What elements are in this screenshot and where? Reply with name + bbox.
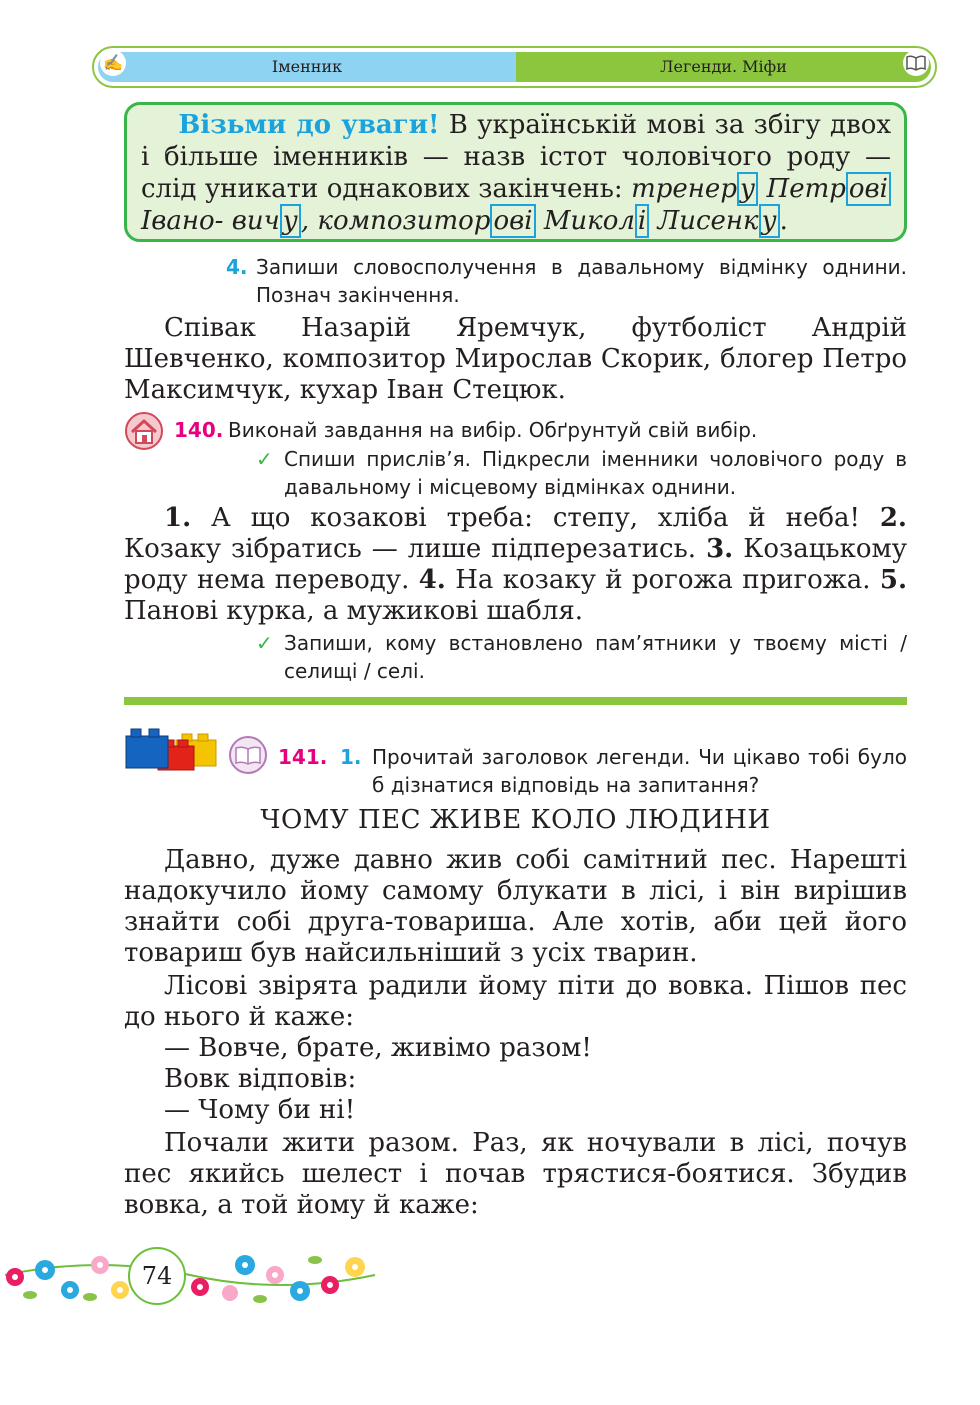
ex140-option1: Спиши прислів’я. Підкресли іменники чоловічого роду в давальному і місцевому відмінках однини. [284,447,907,499]
task4-number: 4. [226,255,248,279]
example-ending: у [280,204,301,238]
example-ending: у [759,204,780,238]
blocks-icon [124,724,220,774]
check-icon: ✓ [256,631,273,655]
check-icon: ✓ [256,447,273,471]
ex141-subnumber: 1. [340,745,362,769]
house-icon [124,411,164,451]
legend-paragraph: Почали жити разом. Раз, як ночували в лісі, почув пес якийсь шелест і почав трястися-боятися. Збудив вовка, а той йому й каже: [124,1128,907,1220]
header-right-tab [516,52,931,82]
task4-text: Співак Назарій Яремчук, футболіст Андрій Шевченко, композитор Мирослав Скорик, блогер Петро Максимчук, кухар Іван Стецюк. [124,313,907,405]
example-word: тренер [631,174,737,204]
ex140-option2: Запиши, кому встановлено пам’ятники у твоєму місті / селищі / селі. [284,631,907,683]
example-word: Петр [766,174,846,204]
rule-body: В українській мові за збігу двох і більше іменників — назв істот чоловічого роду — слід уникати однакових закінчень: [141,110,892,204]
legend-paragraph: — Вовче, брате, живімо разом! [164,1033,592,1063]
legend-title: ЧОМУ ПЕС ЖИВЕ КОЛО ЛЮДИНИ [260,805,771,835]
legend-paragraph: Лісові звірята радили йому піти до вовка. Пішов пес до нього й каже: [124,971,907,1032]
ex141-instruction: Прочитай заголовок легенди. Чи цікаво тобі було б дізнатися відповідь на запитання? [372,745,907,797]
example-word: композитор [317,206,491,236]
proverb-text: Козацькому роду нема переводу. [124,534,908,595]
page-number: 74 [128,1247,186,1305]
example-period: . [779,206,788,236]
flower-border [0,1235,380,1315]
task4-instruction: Запиши словосполучення в давальному відмінку однини. Познач закінчення. [256,255,907,307]
proverb-text: Козаку зібратись — лише підперезатись. [124,534,697,564]
rule-lead: Візьми до уваги! [178,110,440,140]
example-ending: і [635,204,649,238]
legend-paragraph: — Чому би ні! [164,1095,356,1125]
header-left-tab [98,52,516,82]
example-word: Лисенк [657,206,759,236]
proverb-text: А що козакові треба: степу, хліба й неба! [211,503,860,533]
proverb-text: Панові курка, а мужикові шабля. [124,596,584,626]
example-ending: ові [846,172,891,206]
proverbs-block: 1. А що козакові треба: степу, хліба й неба! 2. Козаку зібратись — лише підперезатись. 3. Козацькому роду нема переводу. 4. На козаку й рогожа пригожа. 5. Панові курка, а мужикові шабля. [124,503,908,626]
example-comma: , [300,206,310,236]
section-header [92,46,937,88]
pen-icon: ✍ [100,50,126,76]
legend-text [124,845,907,1221]
ex140-instruction: Виконай завдання на вибір. Обґрунтуй свій вибір. [228,418,758,442]
ex141-number: 141. [278,745,328,769]
section-divider [124,697,907,705]
proverb-text: На козаку й рогожа пригожа. [455,565,871,595]
book-read-icon [228,735,268,775]
header-right-title: Легенди. Міфи [660,57,787,76]
rule-text [141,109,891,237]
example-word: вич [231,206,280,236]
example-ending: ові [490,204,535,238]
example-word: Івано- [141,206,224,236]
ex140-number: 140. [174,418,224,442]
example-ending: у [737,172,758,206]
example-word: Микол [543,206,635,236]
rule-box [124,102,907,242]
header-left-title: Іменник [271,57,343,76]
legend-paragraph: Вовк відповів: [164,1064,357,1094]
book-icon [903,50,929,76]
legend-paragraph: Давно, дуже давно жив собі самітний пес. Нарешті надокучило йому самому блукати в лісі, і він вирішив знайти собі друга-товариша. Але хотів, аби цей його товариш був найсильніший з усіх тварин. [124,845,907,968]
